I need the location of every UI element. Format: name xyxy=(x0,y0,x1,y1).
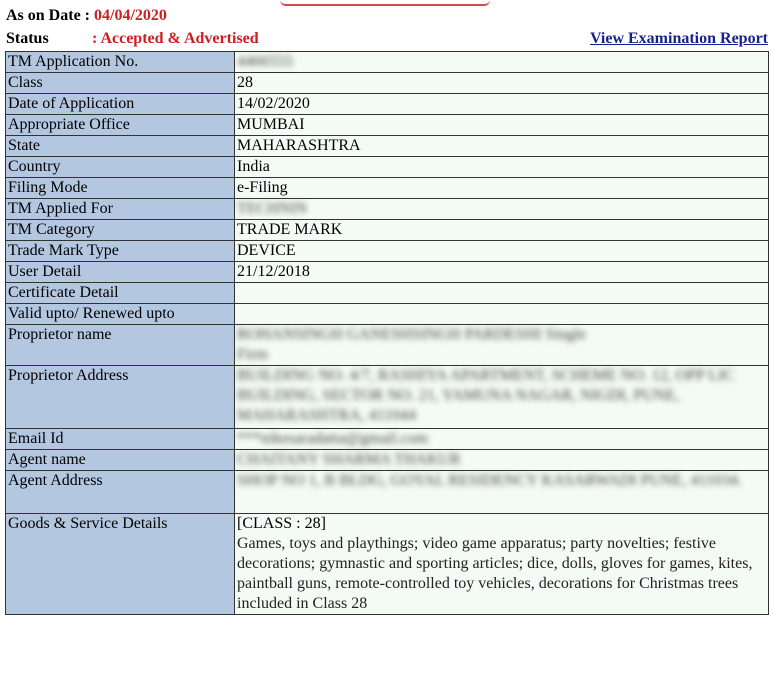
row-label: State xyxy=(6,136,235,157)
table-row xyxy=(6,429,769,450)
row-label: Appropriate Office xyxy=(6,115,235,136)
table-row xyxy=(6,115,769,136)
agent-name-value: CHAITANY SHARMA THAKUR xyxy=(237,451,461,468)
email-id-value: ***nikesaradatta@gmail.com xyxy=(237,430,429,447)
agent-address-value: SHOP NO 1, B BLDG, GOYAL RESIDENCY KASARWADI PUNE, 411034. xyxy=(237,472,742,489)
row-label: Date of Application xyxy=(6,94,235,115)
row-label: Proprietor name xyxy=(6,325,235,366)
table-row xyxy=(6,283,769,304)
row-value xyxy=(235,325,769,366)
row-label: Agent Address xyxy=(6,471,235,514)
row-label: Goods & Service Details xyxy=(6,514,235,615)
row-label: Country xyxy=(6,157,235,178)
table-row xyxy=(6,471,769,514)
status-line xyxy=(6,30,768,48)
status-label: Status xyxy=(6,30,49,47)
table-row xyxy=(6,366,769,429)
top-cropped-edge xyxy=(280,0,490,6)
filing-mode-value: e-Filing xyxy=(235,178,769,199)
as-on-date-label: As on Date : xyxy=(6,7,90,24)
row-label: Proprietor Address xyxy=(6,366,235,429)
table-row xyxy=(6,157,769,178)
table-row xyxy=(6,241,769,262)
as-on-date-line xyxy=(6,7,167,25)
row-value xyxy=(235,52,769,73)
row-label: TM Application No. xyxy=(6,52,235,73)
row-label: Agent name xyxy=(6,450,235,471)
row-label: TM Category xyxy=(6,220,235,241)
row-label: TM Applied For xyxy=(6,199,235,220)
row-label: Trade Mark Type xyxy=(6,241,235,262)
table-row xyxy=(6,199,769,220)
status-value: : Accepted & Advertised xyxy=(92,30,259,47)
row-value xyxy=(235,450,769,471)
goods-services-value: Games, toys and playthings; video game apparatus; party novelties; festive decorations; gymnastic and sporting articles; dice, dolls, gloves for games, kites, paintball guns, remote-controlled toy vehicles, decorations for Christmas trees included in Class 28 xyxy=(237,535,753,612)
application-number-value: 4466555 xyxy=(237,53,293,70)
table-row xyxy=(6,325,769,366)
proprietor-address-value: BUILDING NO. 4/7, RASHIYA APARTMENT, SCHEME NO. 12, OPP LIC BUILDING, SECTOR NO. 21, YAMUNA NAGAR, NIGDI, PUNE, MAHARASHTRA, 411044 xyxy=(237,367,735,424)
row-value xyxy=(235,471,769,514)
row-label: User Detail xyxy=(6,262,235,283)
row-value xyxy=(235,366,769,429)
table-row xyxy=(6,94,769,115)
date-of-application-value: 14/02/2020 xyxy=(235,94,769,115)
class-value: 28 xyxy=(235,73,769,94)
tm-applied-for-value: TECHNIN xyxy=(237,200,308,217)
row-label: Email Id xyxy=(6,429,235,450)
table-row xyxy=(6,450,769,471)
goods-class-heading: [CLASS : 28] xyxy=(237,515,326,532)
proprietor-name-value: ROHANSINGH GANESHSINGH PARDESHI Single Firm xyxy=(237,326,587,363)
goods-services-cell xyxy=(235,514,769,615)
row-label: Class xyxy=(6,73,235,94)
row-label: Filing Mode xyxy=(6,178,235,199)
appropriate-office-value: MUMBAI xyxy=(235,115,769,136)
table-row xyxy=(6,52,769,73)
user-detail-value: 21/12/2018 xyxy=(235,262,769,283)
row-label: Valid upto/ Renewed upto xyxy=(6,304,235,325)
view-examination-report-link[interactable]: View Examination Report xyxy=(589,30,768,47)
row-value xyxy=(235,199,769,220)
tm-category-value: TRADE MARK xyxy=(235,220,769,241)
table-row xyxy=(6,136,769,157)
table-row xyxy=(6,220,769,241)
as-on-date-value: 04/04/2020 xyxy=(94,7,167,24)
row-value xyxy=(235,429,769,450)
state-value: MAHARASHTRA xyxy=(235,136,769,157)
valid-upto-value xyxy=(235,304,769,325)
table-row xyxy=(6,178,769,199)
certificate-detail-value xyxy=(235,283,769,304)
row-label: Certificate Detail xyxy=(6,283,235,304)
table-row xyxy=(6,262,769,283)
application-details-table xyxy=(5,51,769,615)
trade-mark-type-value: DEVICE xyxy=(235,241,769,262)
table-row xyxy=(6,514,769,615)
table-row xyxy=(6,73,769,94)
country-value: India xyxy=(235,157,769,178)
table-row xyxy=(6,304,769,325)
